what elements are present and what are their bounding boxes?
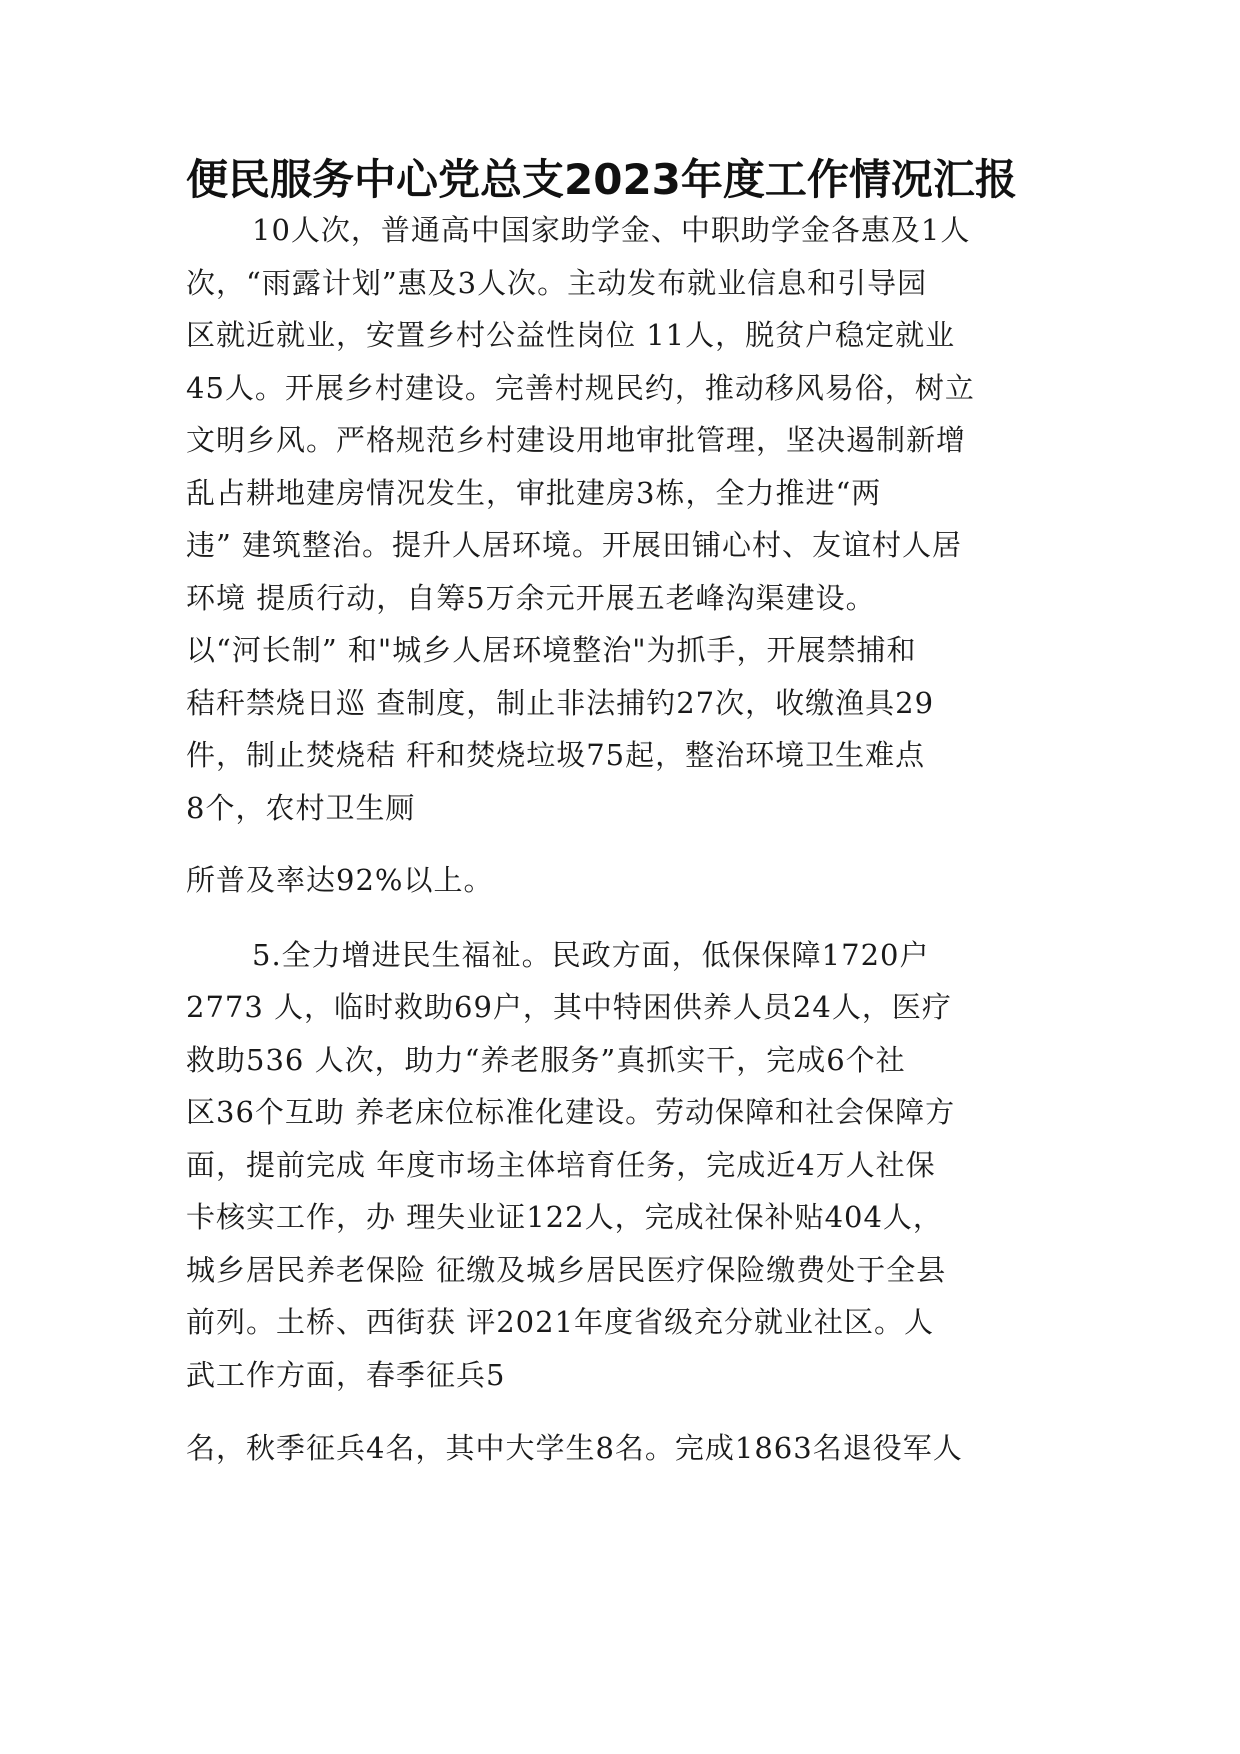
paragraph-line: 武工作方面，春季征兵5 xyxy=(186,1358,506,1392)
paragraph-line: 以“河长制” 和"城乡人居环境整治"为抓手，开展禁捕和 xyxy=(186,633,917,667)
paragraph-line: 区36个互助 养老床位标准化建设。劳动保障和社会保障方 xyxy=(186,1095,956,1129)
paragraph-line: 环境 提质行动，自筹5万余元开展五老峰沟渠建设。 xyxy=(186,581,876,615)
paragraph-line: 区就近就业，安置乡村公益性岗位 11人，脱贫户稳定就业 xyxy=(186,318,956,352)
paragraph-line: 10人次，普通高中国家助学金、中职助学金各惠及1人 xyxy=(252,213,971,247)
paragraph-line: 乱占耕地建房情况发生，审批建房3栋，全力推进“两 xyxy=(186,476,882,510)
paragraph-line: 卡核实工作，办 理失业证122人，完成社保补贴404人， xyxy=(186,1200,943,1234)
paragraph-line: 所普及率达92%以上。 xyxy=(186,863,494,897)
paragraph-line: 件，制止焚烧秸 秆和焚烧垃圾75起，整治环境卫生难点 xyxy=(186,738,926,772)
paragraph-line: 面，提前完成 年度市场主体培育任务，完成近4万人社保 xyxy=(186,1148,936,1182)
paragraph-line: 城乡居民养老保险 征缴及城乡居民医疗保险缴费处于全县 xyxy=(186,1253,947,1287)
paragraph-line: 8个，农村卫生厕 xyxy=(186,791,416,825)
paragraph-line: 违” 建筑整治。提升人居环境。开展田铺心村、友谊村人居 xyxy=(186,528,963,562)
paragraph-line: 救助536 人次，助力“养老服务”真抓实干，完成6个社 xyxy=(186,1043,906,1077)
document-title: 便民服务中心党总支2023年度工作情况汇报 xyxy=(186,155,1017,204)
paragraph-line: 名，秋季征兵4名，其中大学生8名。完成1863名退役军人 xyxy=(186,1431,963,1465)
paragraph-line: 5.全力增进民生福祉。民政方面，低保保障1720户 xyxy=(252,938,930,972)
paragraph-line: 2773 人，临时救助69户，其中特困供养人员24人，医疗 xyxy=(186,990,952,1024)
paragraph-line: 次，“雨露计划”惠及3人次。主动发布就业信息和引导园 xyxy=(186,266,928,300)
paragraph-line: 45人。开展乡村建设。完善村规民约，推动移风易俗，树立 xyxy=(186,371,975,405)
paragraph-line: 文明乡风。严格规范乡村建设用地审批管理，坚决遏制新增 xyxy=(186,423,967,457)
paragraph-line: 秸秆禁烧日巡 查制度，制止非法捕钓27次，收缴渔具29 xyxy=(186,686,935,720)
paragraph-line: 前列。土桥、西街获 评2021年度省级充分就业社区。人 xyxy=(186,1305,935,1339)
